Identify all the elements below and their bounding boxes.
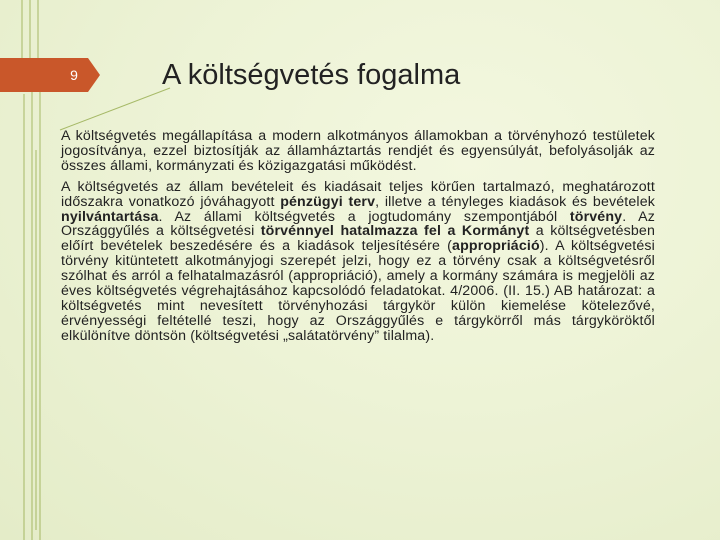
emphasized-term: appropriáció: [452, 238, 540, 255]
slide-number: 9: [70, 67, 78, 83]
text-run: A költségvetés megállapítása a modern alkotmányos államokban a törvényhozó testületek jogosítványa, ezzel biztosítják az államháztartás rendjét és egyensúlyát, befolyásolják az összes állami, kormányzati és közigazgatási működést.: [61, 128, 655, 174]
slide-body-text: [61, 129, 655, 344]
text-run: a költségvetésben előírt bevételek beszedésére és a kiadások teljesítésére (: [61, 223, 655, 255]
text-run: A költségvetés az állam bevételeit és kiadásait teljes körűen tartalmazó, meghatározott időszakra vonatkozó jóváhagyott: [61, 178, 655, 210]
slide-number-badge: [0, 58, 100, 92]
emphasized-term: törvény: [569, 208, 623, 225]
text-run: , illetve a tényleges kiadások és bevételek: [375, 193, 655, 210]
text-run: ). A költségvetési törvény kitüntetett alkotmányjogi szerepét jelzi, hogy ez a törvény csak a költségvetésről szólhat és arról a felhatalmazásról (appropriáció), amely a kormány számára is megjelöli az éves költségvetés végrehajtásához kapcsolódó feladatokat. 4/2006. (II. 15.) AB határozat: a költségvetés mint nevesített törvényhozási tárgykör külön kiemelése kötelezővé, érvényességi feltétellé teszi, hogy az Országgyűlés e tárgykörről más tárgyköröktől elkülönítve döntsön (költségvetési „salátatörvény” tilalma).: [61, 238, 655, 344]
body-paragraph: [61, 129, 655, 174]
emphasized-term: törvénnyel hatalmazza fel a Kormányt: [260, 223, 530, 240]
text-run: . Az állami költségvetés a jogtudomány szempontjából: [158, 208, 570, 225]
slide-title: A költségvetés fogalma: [162, 59, 461, 91]
body-paragraph: [61, 180, 655, 344]
text-run: . Az Országgyűlés a költségvetési: [61, 208, 655, 240]
emphasized-term: nyilvántartása: [61, 208, 159, 225]
emphasized-term: pénzügyi terv: [280, 193, 376, 210]
